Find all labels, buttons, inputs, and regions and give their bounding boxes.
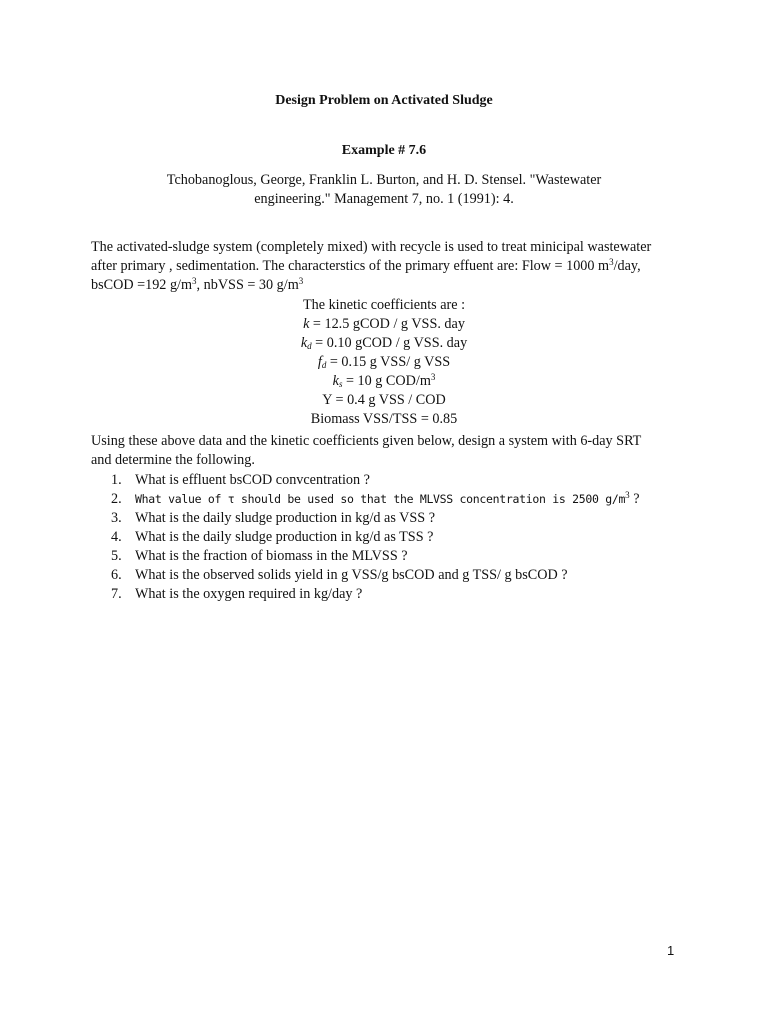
intro-line-2: after primary , sedimentation. The characterstics of the primary effuent are: Flow = 1000 $m^3$/day, xyxy=(91,257,641,274)
kinetic-heading: The kinetic coefficients are : xyxy=(302,297,466,313)
instruction-paragraph xyxy=(91,432,691,470)
list-item: 6. What is the observed solids yield in g VSS/g bsCOD and g TSS/ g bsCOD ? xyxy=(111,567,568,583)
document-title: Design Problem on Activated Sludge xyxy=(275,93,493,108)
page-number: 1 xyxy=(667,943,675,958)
intro-paragraph xyxy=(91,238,691,295)
kinetic-k: k = 12.5 gCOD / g VSS. day xyxy=(303,316,465,332)
intro-line-1: The activated-sludge system (completely mixed) with recycle is used to treat minicipal wastewater xyxy=(91,239,652,255)
citation-line-2: engineering." Management 7, no. 1 (1991): 4. xyxy=(254,191,514,207)
list-item: 3. What is the daily sludge production in kg/d as VSS ? xyxy=(111,510,436,526)
citation xyxy=(110,171,658,209)
list-item: 4. What is the daily sludge production in kg/d as TSS ? xyxy=(111,529,434,545)
kinetic-ks: $k_s = 10$ g COD/$m^3$ xyxy=(332,372,436,389)
kinetic-biomass-ratio: Biomass VSS/TSS = 0.85 xyxy=(310,411,458,427)
kinetic-kd: $k_d = 0.10$ gCOD / g VSS. day xyxy=(300,335,468,351)
citation-line-1: Tchobanoglous, George, Franklin L. Burton, and H. D. Stensel. "Wastewater xyxy=(166,172,602,188)
intro-line-3: bsCOD =192 $g/m^3$, nbVSS = 30 $g/m^3$ xyxy=(91,276,304,293)
list-item: 1. What is effluent bsCOD convcentration ? xyxy=(111,472,370,488)
example-heading: Example # 7.6 xyxy=(341,143,427,158)
list-item: 7. What is the oxygen required in kg/day ? xyxy=(111,586,363,602)
instruction-line-1: Using these above data and the kinetic coefficients given below, design a system with 6-day SRT xyxy=(91,433,642,449)
list-item: 2. What value of τ should be used so that the MLVSS concentration is 2500 $g/m^3$ ? xyxy=(111,490,640,507)
question-list xyxy=(111,471,711,604)
kinetic-fd: $f_d = 0.15$ g VSS/ g VSS xyxy=(317,354,451,370)
kinetic-coefficients xyxy=(0,296,768,429)
list-item: 5. What is the fraction of biomass in the MLVSS ? xyxy=(111,548,408,564)
instruction-line-2: and determine the following. xyxy=(91,452,255,468)
kinetic-yield: Y = 0.4 g VSS / COD xyxy=(322,392,446,408)
